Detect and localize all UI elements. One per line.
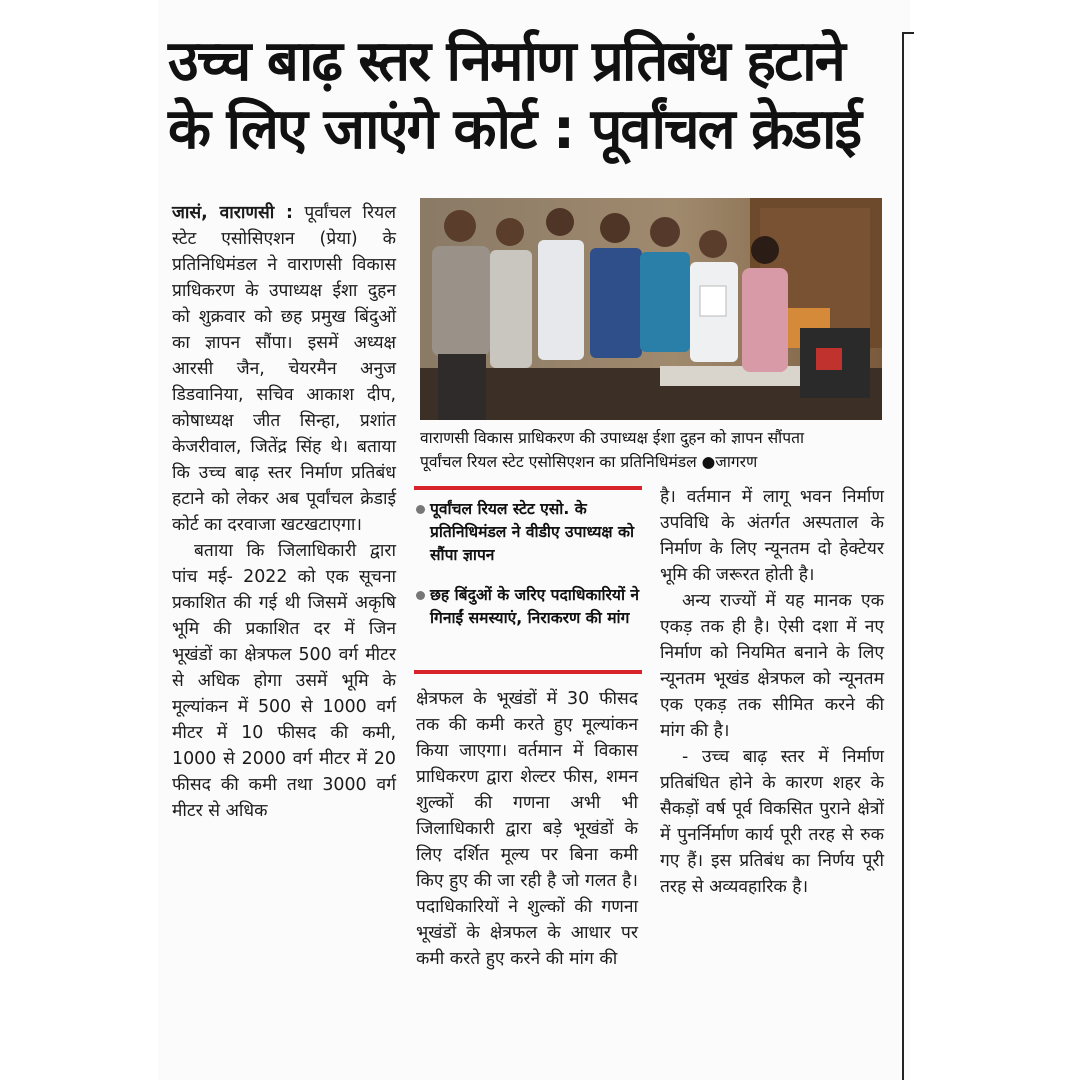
article-text: पूर्वांचल रियल स्टेट एसोसिएशन (प्रेया) के प्रतिनिधिमंडल ने वाराणसी विकास प्राधिकरण के उपाध्यक्ष ईशा दुहन को शुक्रवार को छह प्रमुख बिंदुओं का ज्ञापन सौंपा। इसमें अध्यक्ष आरसी जैन, चेयरमैन अनुज डिडवानिया, सचिव आकाश दीप, कोषाध्यक्ष जीत सिन्हा, प्रशांत केजरीवाल, जितेंद्र सिंह थे। बताया कि उच्च बाढ़ स्तर निर्माण प्रतिबंध हटाने को लेकर अब पूर्वांचल क्रेडाई कोर्ट का दरवाजा खटखटाएगा। bbox=[172, 203, 396, 535]
bullet-icon bbox=[416, 591, 425, 600]
article-paragraph bbox=[172, 200, 396, 538]
article-paragraph: बताया कि जिलाधिकारी द्वारा पांच मई- 2022 को एक सूचना प्रकाशित की गई थी जिसमें अकृषि भूमि की प्रकाशित दर में जिन भूखंडों का क्षेत्रफल 500 वर्ग मीटर से अधिक होगा उसमें भूमि के मूल्यांकन में 500 से 1000 वर्ग मीटर में 10 फीसद की कमी, 1000 से 2000 वर्ग मीटर में 20 फीसद की कमी तथा 3000 वर्ग मीटर से अधिक bbox=[172, 541, 396, 821]
caption-line-2: पूर्वांचल रियल स्टेट एसोसिएशन का प्रतिनिधिमंडल ●जागरण bbox=[420, 453, 758, 471]
highlight-rule-top bbox=[414, 486, 642, 490]
caption-line-1: वाराणसी विकास प्राधिकरण की उपाध्यक्ष ईशा दुहन को ज्ञापन सौंपता bbox=[420, 429, 805, 447]
bullet-icon bbox=[416, 505, 425, 514]
highlight-rule-bottom bbox=[414, 670, 642, 674]
headline bbox=[168, 28, 898, 164]
highlight-item bbox=[416, 498, 640, 567]
article-column-3 bbox=[660, 484, 884, 900]
highlight-text: छह बिंदुओं के जरिए पदाधिकारियों ने गिनाईं समस्याएं, निराकरण की मांग bbox=[430, 586, 640, 627]
news-photo bbox=[420, 198, 882, 420]
highlight-text: पूर्वांचल रियल स्टेट एसो. के प्रतिनिधिमंडल ने वीडीए उपाध्यक्ष को सौंपा ज्ञापन bbox=[430, 500, 634, 564]
article-column-2 bbox=[416, 686, 638, 972]
delegation-photo-image bbox=[420, 198, 882, 420]
article-paragraph: क्षेत्रफल के भूखंडों में 30 फीसद तक की कमी करते हुए मूल्यांकन किया जाएगा। वर्तमान में विकास प्राधिकरण द्वारा शेल्टर फीस, शमन शुल्कों की गणना अभी भी जिलाधिकारी द्वारा बड़े भूखंडों के लिए दर्शित मूल्य पर बिना कमी किए हुए की जा रही है जो गलत है। पदाधिकारियों ने शुल्कों की गणना भूखंडों के क्षेत्रफल के आधार पर कमी करते हुए करने की मांग की bbox=[416, 689, 638, 969]
headline-line-2: के लिए जाएंगे कोर्ट : पूर्वांचल क्रेडाई bbox=[168, 97, 861, 162]
article-paragraph: है। वर्तमान में लागू भवन निर्माण उपविधि के अंतर्गत अस्पताल के निर्माण के लिए न्यूनतम दो हेक्टेयर भूमि की जरूरत होती है। bbox=[660, 487, 884, 585]
highlight-item bbox=[416, 584, 640, 630]
column-rule bbox=[902, 32, 904, 1080]
article-paragraph: - उच्च बाढ़ स्तर में निर्माण प्रतिबंधित होने के कारण शहर के सैकड़ों वर्ष पूर्व विकसित पुराने क्षेत्रों में पुनर्निर्माण कार्य पूरी तरह से रुक गए हैं। इस प्रतिबंध का निर्णय पूरी तरह से अव्यवहारिक है। bbox=[660, 747, 884, 897]
photo-caption bbox=[420, 426, 884, 474]
highlight-box bbox=[414, 486, 642, 676]
article-column-1 bbox=[172, 200, 396, 824]
column-rule-tick bbox=[902, 32, 914, 34]
dateline: जासं, वाराणसी : bbox=[172, 203, 293, 223]
headline-line-1: उच्च बाढ़ स्तर निर्माण प्रतिबंध हटाने bbox=[168, 29, 844, 94]
article-paragraph: अन्य राज्यों में यह मानक एक एकड़ तक ही है। ऐसी दशा में नए निर्माण को नियमित बनाने के लिए न्यूनतम भूखंड क्षेत्रफल को न्यूनतम एक एकड़ तक सीमित करने की मांग की है। bbox=[660, 591, 884, 741]
